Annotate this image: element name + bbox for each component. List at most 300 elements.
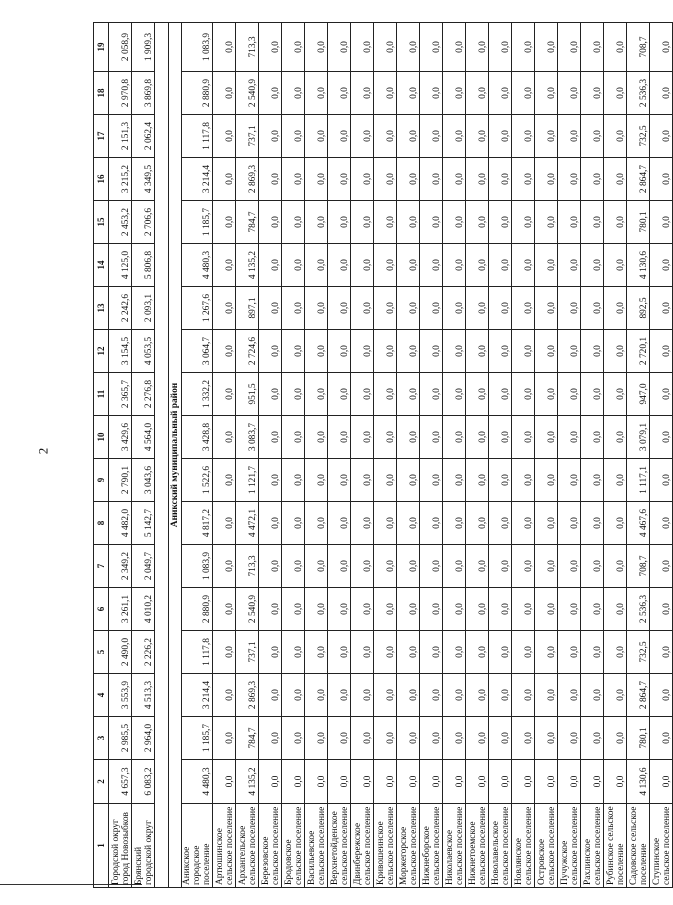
value-cell: 0,0 [328,674,351,717]
value-cell: 2 790,1 [109,459,132,502]
value-cell: 1 083,9 [182,545,213,588]
value-cell: 0,0 [305,760,328,804]
value-cell: 3 261,1 [109,588,132,631]
value-cell: 0,0 [489,158,512,201]
value-cell: 0,0 [581,373,604,416]
value-cell: 0,0 [558,631,581,674]
value-cell: 0,0 [259,330,282,373]
value-cell: 4 349,5 [132,158,155,201]
value-cell: 0,0 [650,760,673,804]
column-number-header: 11 [94,373,109,416]
value-cell: 0,0 [466,674,489,717]
value-cell: 0,0 [374,588,397,631]
value-cell: 0,0 [512,201,535,244]
value-cell: 0,0 [397,631,420,674]
row-name: Брянский городской округ [132,804,155,888]
value-cell: 0,0 [650,545,673,588]
value-cell: 0,0 [512,502,535,545]
value-cell: 0,0 [259,158,282,201]
row-name: Ступинское сельское поселение [650,804,673,888]
value-cell: 0,0 [581,158,604,201]
value-cell: 0,0 [650,588,673,631]
value-cell: 0,0 [351,23,374,72]
value-cell: 0,0 [443,760,466,804]
value-cell: 0,0 [604,631,627,674]
section-title: Аникский муниципальный район [169,23,182,888]
value-cell: 0,0 [282,545,305,588]
value-cell: 0,0 [305,330,328,373]
value-cell: 0,0 [558,459,581,502]
value-cell: 2 985,5 [109,717,132,760]
value-cell: 0,0 [397,158,420,201]
value-cell: 0,0 [351,717,374,760]
value-cell: 0,0 [420,287,443,330]
value-cell: 0,0 [282,115,305,158]
column-number-header: 18 [94,72,109,115]
value-cell: 0,0 [213,416,236,459]
value-cell: 0,0 [282,23,305,72]
value-cell: 0,0 [328,330,351,373]
value-cell: 3 214,4 [182,158,213,201]
value-cell: 1 117,8 [182,631,213,674]
value-cell: 0,0 [489,502,512,545]
value-cell: 0,0 [420,416,443,459]
table-row [351,23,374,888]
value-cell: 0,0 [397,416,420,459]
value-cell: 0,0 [374,674,397,717]
value-cell: 4 125,0 [109,244,132,287]
column-number-header: 4 [94,674,109,717]
value-cell: 3 215,2 [109,158,132,201]
value-cell: 0,0 [466,459,489,502]
value-cell: 0,0 [213,674,236,717]
value-cell: 1 117,8 [182,115,213,158]
value-cell: 0,0 [328,717,351,760]
value-cell: 0,0 [282,717,305,760]
value-cell: 0,0 [558,674,581,717]
value-cell: 0,0 [259,72,282,115]
value-cell: 0,0 [420,459,443,502]
value-cell: 0,0 [466,760,489,804]
value-cell: 0,0 [282,287,305,330]
value-cell: 0,0 [420,588,443,631]
column-number-row [94,23,109,888]
value-cell: 0,0 [282,72,305,115]
value-cell: 1 909,3 [132,23,155,72]
value-cell: 2 093,1 [132,287,155,330]
value-cell: 0,0 [466,115,489,158]
table-row [213,23,236,888]
value-cell: 0,0 [535,158,558,201]
value-cell: 0,0 [282,631,305,674]
value-cell: 0,0 [489,459,512,502]
row-name: Городской округ город Новозыбков [109,804,132,888]
value-cell: 0,0 [259,201,282,244]
value-cell: 0,0 [420,760,443,804]
value-cell: 0,0 [443,23,466,72]
value-cell: 2 226,2 [132,631,155,674]
value-cell: 0,0 [558,72,581,115]
value-cell: 4 010,2 [132,588,155,631]
table-row [604,23,627,888]
value-cell: 0,0 [305,631,328,674]
value-cell: 2 365,7 [109,373,132,416]
value-cell: 2 864,7 [627,674,650,717]
value-cell: 0,0 [466,330,489,373]
row-name: Садовское сельское поселение [627,804,650,888]
value-cell: 0,0 [213,502,236,545]
value-cell: 2 242,6 [109,287,132,330]
value-cell: 0,0 [397,760,420,804]
row-name: Березовское сельское поселение [259,804,282,888]
value-cell: 4 480,3 [182,244,213,287]
value-cell: 0,0 [604,72,627,115]
value-cell: 784,7 [236,717,259,760]
value-cell: 0,0 [558,502,581,545]
value-cell: 0,0 [443,674,466,717]
value-cell: 0,0 [374,23,397,72]
value-cell: 3 429,6 [109,416,132,459]
value-cell: 0,0 [489,631,512,674]
value-cell: 0,0 [420,158,443,201]
value-cell: 0,0 [489,545,512,588]
value-cell: 0,0 [604,717,627,760]
value-cell: 0,0 [581,23,604,72]
value-cell: 0,0 [259,244,282,287]
column-number-header: 17 [94,115,109,158]
value-cell: 1 522,6 [182,459,213,502]
value-cell: 0,0 [351,373,374,416]
value-cell: 0,0 [259,545,282,588]
value-cell: 0,0 [466,502,489,545]
value-cell: 0,0 [512,330,535,373]
column-number-header: 12 [94,330,109,373]
value-cell: 4 817,2 [182,502,213,545]
column-number-header: 13 [94,287,109,330]
value-cell: 0,0 [512,373,535,416]
table-row [512,23,535,888]
value-cell: 0,0 [351,631,374,674]
row-name: Архангельское сельское поселение [236,804,259,888]
column-number-header: 5 [94,631,109,674]
value-cell: 0,0 [558,201,581,244]
row-name: Пучужское сельское поселение [558,804,581,888]
value-cell: 0,0 [213,545,236,588]
value-cell: 0,0 [305,717,328,760]
table-row [443,23,466,888]
column-number-header: 7 [94,545,109,588]
value-cell: 897,1 [236,287,259,330]
value-cell: 0,0 [397,373,420,416]
value-cell: 0,0 [213,244,236,287]
value-cell: 0,0 [581,416,604,459]
value-cell: 0,0 [420,72,443,115]
value-cell: 0,0 [489,244,512,287]
value-cell: 1 267,6 [182,287,213,330]
value-cell: 0,0 [305,244,328,287]
value-cell: 2 536,3 [627,72,650,115]
value-cell: 0,0 [305,545,328,588]
row-name: Артюшинское сельское поселение [213,804,236,888]
spacer-row [155,23,169,888]
value-cell: 0,0 [489,717,512,760]
value-cell: 0,0 [512,674,535,717]
value-cell: 0,0 [604,545,627,588]
column-number-header: 14 [94,244,109,287]
value-cell: 0,0 [443,717,466,760]
value-cell: 0,0 [604,115,627,158]
value-cell: 0,0 [650,158,673,201]
value-cell: 2 276,8 [132,373,155,416]
value-cell: 0,0 [259,631,282,674]
value-cell: 0,0 [351,115,374,158]
value-cell: 951,5 [236,373,259,416]
value-cell: 947,0 [627,373,650,416]
value-cell: 0,0 [374,244,397,287]
value-cell: 0,0 [351,158,374,201]
value-cell: 0,0 [535,287,558,330]
value-cell: 0,0 [351,588,374,631]
value-cell: 2 490,0 [109,631,132,674]
value-cell: 4 482,0 [109,502,132,545]
value-cell: 0,0 [305,502,328,545]
value-cell: 0,0 [512,287,535,330]
value-cell: 4 130,6 [627,244,650,287]
value-cell: 0,0 [535,674,558,717]
value-cell: 0,0 [466,416,489,459]
value-cell: 0,0 [512,545,535,588]
value-cell: 0,0 [305,459,328,502]
value-cell: 0,0 [259,416,282,459]
value-cell: 0,0 [489,588,512,631]
value-cell: 0,0 [328,631,351,674]
table-row [305,23,328,888]
value-cell: 0,0 [512,459,535,502]
value-cell: 0,0 [305,23,328,72]
value-cell: 0,0 [558,373,581,416]
value-cell: 784,7 [236,201,259,244]
value-cell: 0,0 [535,588,558,631]
table-row [282,23,305,888]
value-cell: 0,0 [305,115,328,158]
value-cell: 0,0 [374,416,397,459]
row-name: Островское сельское поселение [535,804,558,888]
value-cell: 0,0 [604,459,627,502]
value-cell: 0,0 [328,459,351,502]
value-cell: 0,0 [374,72,397,115]
value-cell: 0,0 [558,330,581,373]
value-cell: 5 806,8 [132,244,155,287]
value-cell: 0,0 [535,23,558,72]
value-cell: 0,0 [213,201,236,244]
value-cell: 0,0 [328,545,351,588]
value-cell: 0,0 [374,158,397,201]
value-cell: 0,0 [328,287,351,330]
value-cell: 0,0 [305,416,328,459]
value-cell: 0,0 [351,545,374,588]
value-cell: 0,0 [351,502,374,545]
value-cell: 0,0 [259,588,282,631]
value-cell: 0,0 [512,588,535,631]
value-cell: 4 053,5 [132,330,155,373]
value-cell: 3 553,9 [109,674,132,717]
value-cell: 0,0 [650,72,673,115]
row-name: Двинбережское сельское поселение [351,804,374,888]
value-cell: 0,0 [351,330,374,373]
table-row [182,23,213,888]
value-cell: 0,0 [282,330,305,373]
value-cell: 0,0 [443,373,466,416]
value-cell: 0,0 [466,158,489,201]
row-name: Аникское городское поселение [182,804,213,888]
column-number-header: 2 [94,760,109,804]
value-cell: 0,0 [604,674,627,717]
row-name: Верхнетойденское сельское поселение [328,804,351,888]
value-cell: 1 185,7 [182,201,213,244]
value-cell: 0,0 [259,459,282,502]
value-cell: 0,0 [558,244,581,287]
value-cell: 0,0 [420,23,443,72]
value-cell: 2 062,4 [132,115,155,158]
value-cell: 0,0 [374,760,397,804]
value-cell: 0,0 [466,287,489,330]
value-cell: 0,0 [213,373,236,416]
value-cell: 0,0 [374,287,397,330]
value-cell: 0,0 [374,459,397,502]
value-cell: 0,0 [420,244,443,287]
value-cell: 0,0 [328,72,351,115]
value-cell: 0,0 [512,717,535,760]
value-cell: 732,5 [627,115,650,158]
value-cell: 0,0 [259,502,282,545]
value-cell: 0,0 [397,545,420,588]
value-cell: 0,0 [650,631,673,674]
table-row [132,23,155,888]
value-cell: 0,0 [466,244,489,287]
value-cell: 0,0 [213,330,236,373]
value-cell: 0,0 [420,674,443,717]
value-cell: 0,0 [535,373,558,416]
value-cell: 708,7 [627,23,650,72]
value-cell: 1 121,7 [236,459,259,502]
value-cell: 0,0 [581,244,604,287]
value-cell: 0,0 [305,158,328,201]
value-cell: 6 083,2 [132,760,155,804]
value-cell: 0,0 [213,23,236,72]
value-cell: 3 064,7 [182,330,213,373]
column-number-header: 9 [94,459,109,502]
value-cell: 0,0 [213,760,236,804]
value-cell: 0,0 [650,416,673,459]
value-cell: 3 043,6 [132,459,155,502]
value-cell: 2 880,9 [182,588,213,631]
value-cell: 0,0 [397,717,420,760]
value-cell: 0,0 [374,115,397,158]
value-cell: 0,0 [213,717,236,760]
value-cell: 0,0 [213,459,236,502]
row-name: Бродовское сельское поселение [282,804,305,888]
value-cell: 2 869,3 [236,674,259,717]
value-cell: 892,5 [627,287,650,330]
value-cell: 2 706,6 [132,201,155,244]
value-cell: 0,0 [489,72,512,115]
value-cell: 0,0 [650,23,673,72]
value-cell: 3 869,8 [132,72,155,115]
row-name: Новолавельское сельское поселение [489,804,512,888]
value-cell: 0,0 [604,416,627,459]
value-cell: 0,0 [512,72,535,115]
value-cell: 0,0 [535,72,558,115]
value-cell: 0,0 [581,115,604,158]
value-cell: 0,0 [259,717,282,760]
value-cell: 0,0 [581,588,604,631]
value-cell: 0,0 [604,201,627,244]
value-cell: 4 130,6 [627,760,650,804]
table-row [109,23,132,888]
value-cell: 3 428,8 [182,416,213,459]
value-cell: 0,0 [282,201,305,244]
value-cell: 0,0 [535,717,558,760]
value-cell: 3 079,1 [627,416,650,459]
value-cell: 0,0 [420,115,443,158]
value-cell: 0,0 [558,588,581,631]
value-cell: 0,0 [213,115,236,158]
value-cell: 732,5 [627,631,650,674]
value-cell: 0,0 [328,373,351,416]
value-cell: 0,0 [581,760,604,804]
value-cell: 0,0 [489,201,512,244]
value-cell: 0,0 [328,158,351,201]
value-cell: 0,0 [489,760,512,804]
value-cell: 0,0 [213,158,236,201]
value-cell: 0,0 [512,158,535,201]
value-cell: 0,0 [374,502,397,545]
table-row [397,23,420,888]
value-cell: 0,0 [397,72,420,115]
table-row [558,23,581,888]
value-cell: 0,0 [466,588,489,631]
value-cell: 2 349,2 [109,545,132,588]
value-cell: 0,0 [305,588,328,631]
value-cell: 0,0 [650,373,673,416]
row-name: Моржегорское сельское поселение [397,804,420,888]
value-cell: 0,0 [420,545,443,588]
value-cell: 780,1 [627,201,650,244]
value-cell: 0,0 [282,760,305,804]
table-row [328,23,351,888]
value-cell: 2 049,7 [132,545,155,588]
column-number-header: 3 [94,717,109,760]
value-cell: 0,0 [512,244,535,287]
value-cell: 0,0 [328,588,351,631]
value-cell: 0,0 [328,115,351,158]
value-cell: 0,0 [397,330,420,373]
value-cell: 0,0 [282,674,305,717]
value-cell: 0,0 [581,201,604,244]
value-cell: 0,0 [535,631,558,674]
value-cell: 0,0 [650,287,673,330]
value-cell: 0,0 [489,674,512,717]
value-cell: 0,0 [420,330,443,373]
value-cell: 0,0 [374,373,397,416]
value-cell: 0,0 [489,330,512,373]
value-cell: 0,0 [581,717,604,760]
value-cell: 0,0 [466,373,489,416]
value-cell: 0,0 [535,459,558,502]
column-number-header: 6 [94,588,109,631]
column-number-header: 1 [94,804,109,888]
value-cell: 0,0 [443,115,466,158]
